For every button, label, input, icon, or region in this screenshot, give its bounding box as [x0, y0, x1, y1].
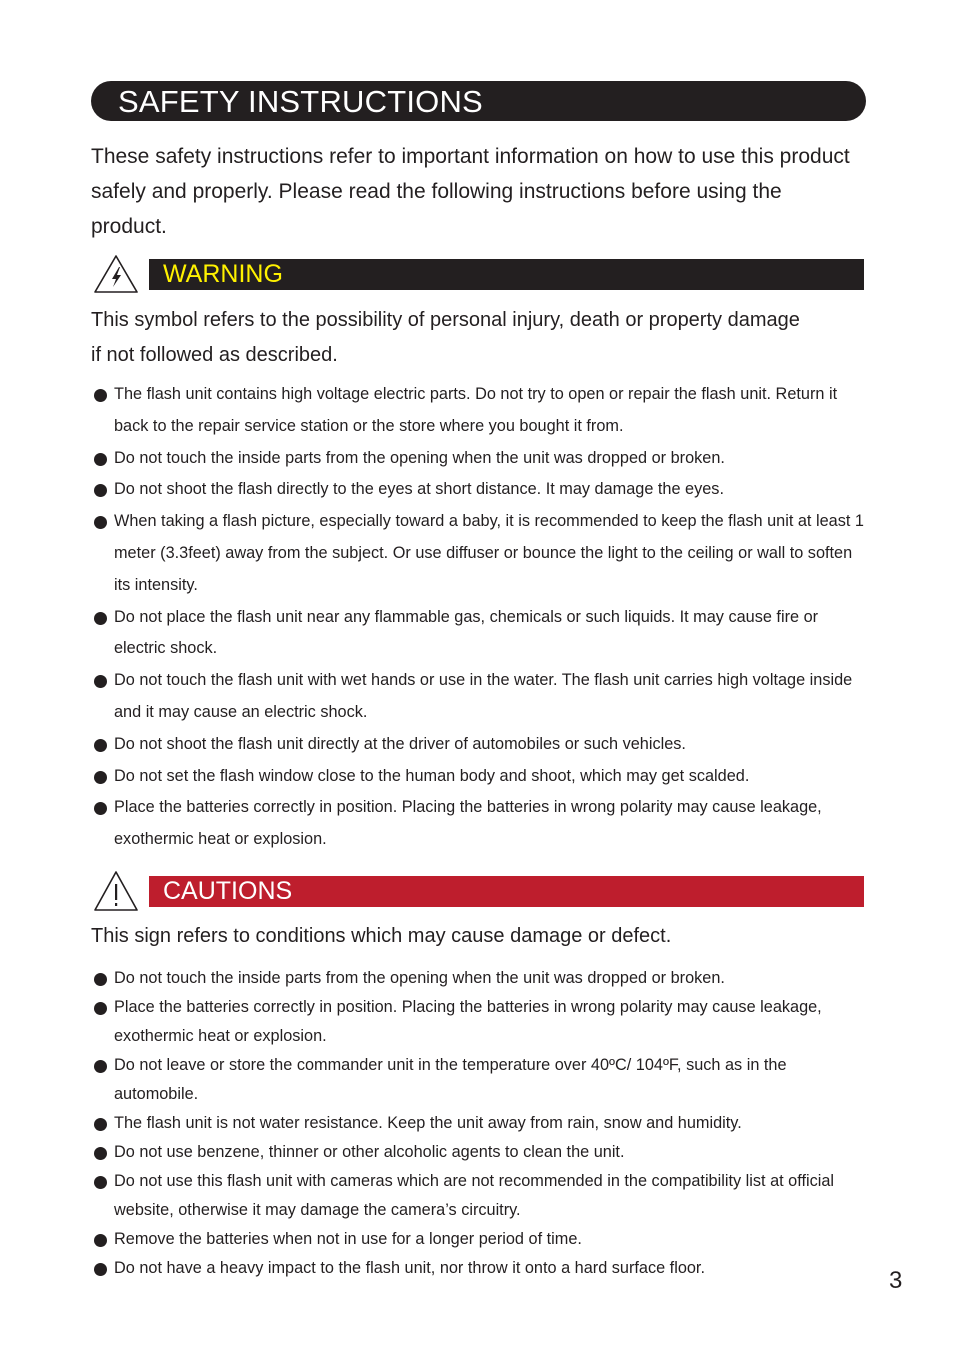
- list-item: Place the batteries correctly in position. Placing the batteries in wrong polarity may cause leakage, exothermic heat or explosion.: [92, 993, 867, 1051]
- bullet-icon: [94, 389, 107, 402]
- list-item: Do not shoot the flash unit directly at the driver of automobiles or such vehicles.: [92, 729, 867, 761]
- bullet-icon: [94, 802, 107, 815]
- list-item: The flash unit is not water resistance. Keep the unit away from rain, snow and humidity.: [92, 1109, 867, 1138]
- list-item: Remove the batteries when not in use for a longer period of time.: [92, 1225, 867, 1254]
- list-item: Do not shoot the flash directly to the eyes at short distance. It may damage the eyes.: [92, 474, 867, 506]
- bullet-icon: [94, 1060, 107, 1073]
- list-item: Place the batteries correctly in position. Placing the batteries in wrong polarity may cause leakage, exothermic heat or explosion.: [92, 792, 867, 856]
- bullet-icon: [94, 973, 107, 986]
- page-title: SAFETY INSTRUCTIONS: [118, 84, 483, 119]
- page-number: 3: [889, 1267, 903, 1294]
- bullet-icon: [94, 1263, 107, 1276]
- bullet-icon: [94, 771, 107, 784]
- list-item: Do not use this flash unit with cameras which are not recommended in the compatibility list at official website, otherwise it may damage the camera’s circuitry.: [92, 1167, 867, 1225]
- list-item: The flash unit contains high voltage electric parts. Do not try to open or repair the flash unit. Return it back to the repair service station or the store where you bought it from.: [92, 379, 867, 443]
- bullet-icon: [94, 739, 107, 752]
- cautions-list: [92, 964, 867, 1283]
- exclamation-caution-icon: [93, 870, 139, 912]
- bullet-icon: [94, 1118, 107, 1131]
- bullet-icon: [94, 1147, 107, 1160]
- warning-list: [92, 379, 867, 856]
- warning-header-bar: [149, 259, 864, 290]
- cautions-label: CAUTIONS: [163, 877, 293, 905]
- bullet-icon: [94, 484, 107, 497]
- high-voltage-warning-icon: [93, 254, 139, 294]
- list-item: Do not touch the inside parts from the opening when the unit was dropped or broken.: [92, 443, 867, 475]
- intro-paragraph: These safety instructions refer to important information on how to use this product safely and properly. Please read the following instructions before using the product.: [91, 145, 850, 238]
- list-item: Do not leave or store the commander unit in the temperature over 40ºC/ 104ºF, such as in the automobile.: [92, 1051, 867, 1109]
- list-item: Do not touch the inside parts from the opening when the unit was dropped or broken.: [92, 964, 867, 993]
- warning-label: WARNING: [163, 260, 283, 288]
- title-banner: [91, 81, 866, 121]
- bullet-icon: [94, 1176, 107, 1189]
- bullet-icon: [94, 1002, 107, 1015]
- cautions-description: This sign refers to conditions which may cause damage or defect.: [91, 925, 672, 947]
- cautions-header-bar: [149, 876, 864, 907]
- list-item: Do not set the flash window close to the human body and shoot, which may get scalded.: [92, 761, 867, 793]
- list-item: Do not have a heavy impact to the flash unit, nor throw it onto a hard surface floor.: [92, 1254, 867, 1283]
- warning-description: This symbol refers to the possibility of personal injury, death or property damage if not followed as described.: [91, 309, 800, 366]
- bullet-icon: [94, 516, 107, 529]
- bullet-icon: [94, 1234, 107, 1247]
- list-item: Do not touch the flash unit with wet hands or use in the water. The flash unit carries high voltage inside and it may cause an electric shock.: [92, 665, 867, 729]
- list-item: Do not use benzene, thinner or other alcoholic agents to clean the unit.: [92, 1138, 867, 1167]
- list-item: When taking a flash picture, especially toward a baby, it is recommended to keep the flash unit at least 1 meter (3.3feet) away from the subject. Or use diffuser or bounce the light to the ceiling or wall to soften its intensity.: [92, 506, 867, 601]
- bullet-icon: [94, 453, 107, 466]
- bullet-icon: [94, 675, 107, 688]
- bullet-icon: [94, 612, 107, 625]
- list-item: Do not place the flash unit near any flammable gas, chemicals or such liquids. It may cause fire or electric shock.: [92, 602, 867, 666]
